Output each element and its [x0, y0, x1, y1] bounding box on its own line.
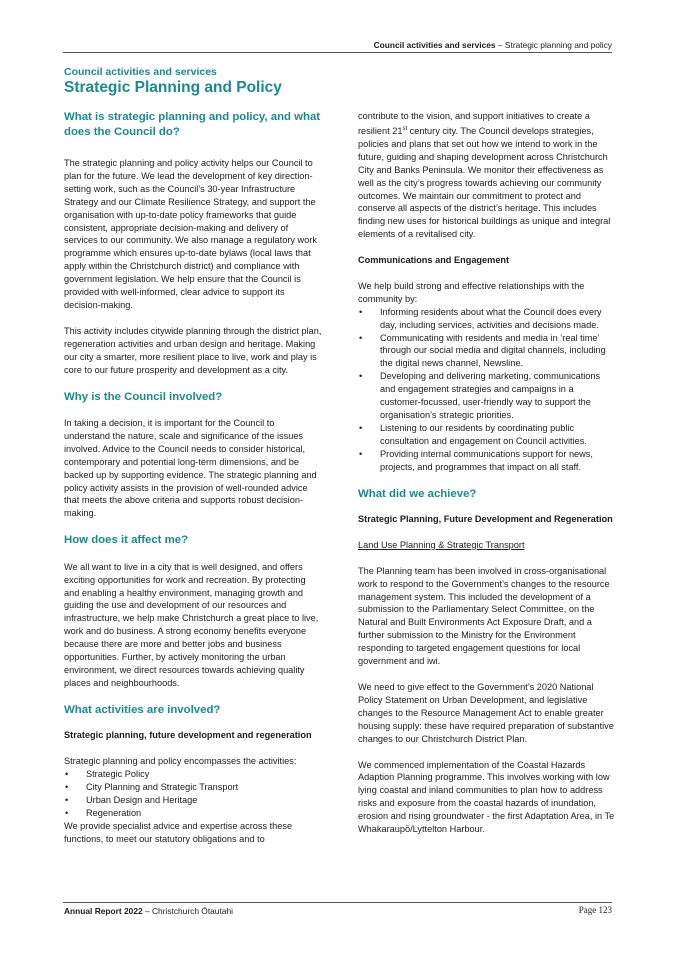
list-item-text: Informing residents about what the Council does every day, including services, activities and decisions made.: [380, 306, 602, 330]
bullet: •: [359, 422, 363, 433]
running-header: [374, 40, 612, 50]
activities-list: [64, 768, 322, 820]
bullet: •: [65, 794, 69, 805]
heading-achievements: What did we achieve?: [358, 487, 477, 500]
superscript: st: [402, 125, 408, 132]
heading-activities: What activities are involved?: [64, 703, 221, 716]
running-header-subsection: – Strategic planning and policy: [495, 40, 612, 50]
left-column: [64, 110, 322, 845]
bullet: •: [359, 371, 363, 382]
list-item: [64, 794, 322, 807]
bullet: •: [65, 781, 69, 792]
list-item-text: City Planning and Strategic Transport: [86, 781, 239, 792]
paragraph: We help build strong and effective relationships with the community by:: [358, 280, 585, 304]
paragraph: This activity includes citywide planning through the district plan, regeneration activities and urban design and heritage. Making our city a smarter, more resilient place to live, work and play is core to our future prosperity and development as a city.: [64, 325, 322, 375]
list-item: [358, 370, 616, 422]
list-item-text: Providing internal communications support for news, projects, and programmes that impact on all staff.: [380, 448, 593, 472]
subheading-strategic: Strategic planning, future development and regeneration: [64, 730, 312, 741]
list-item-text: Strategic Policy: [86, 769, 150, 780]
page-number: Page 123: [578, 905, 612, 915]
section-kicker: Council activities and services: [64, 66, 217, 78]
list-item: [358, 448, 616, 474]
communications-list: [358, 306, 616, 474]
running-header-section: Council activities and services: [373, 40, 496, 50]
paragraph: We need to give effect to the Government’s 2020 National Policy Statement on Urban Development, and legislative changes to the Resource Management Act to enable greater housing supply: these have required preparation of substantive changes to our Christchurch District Plan.: [358, 681, 614, 744]
paragraph: We provide specialist advice and expertise across these functions, to meet our statutory obligations and to: [64, 820, 293, 844]
paragraph: In taking a decision, it is important for the Council to understand the nature, scale and significance of the issues involved. Advice to the Council needs to consider historical, contemporary and potential long-term dimensions, and be backed up by supporting evidence. The strategic planning and policy activity assists in the provision of well-rounded advice that meets the above criteria and supports robust decision-making.: [64, 418, 317, 519]
subheading-land-use: Land Use Planning & Strategic Transport: [358, 539, 525, 550]
list-item-text: Regeneration: [86, 807, 142, 818]
subheading-communications: Communications and Engagement: [358, 255, 510, 266]
paragraph: We commenced implementation of the Coastal Hazards Adaption Planning programme. This involves working with low lying coastal and inland communities to plan how to address risks and exposure from the coastal hazards of inundation, erosion and rising groundwater - the first Adaptation Area, in Te Whakaraupō/Lyttelton Harbour.: [358, 759, 615, 835]
bullet: •: [359, 332, 363, 343]
list-item: [358, 422, 616, 448]
list-item-text: Listening to our residents by coordinating public consultation and engagement on Council activities.: [380, 422, 587, 446]
paragraph: Strategic planning and policy encompasses the activities:: [64, 756, 297, 767]
footer-title: [64, 906, 233, 916]
right-column: [358, 110, 616, 836]
footer-city: – Christchurch Ōtautahi: [142, 906, 233, 916]
paragraph: The strategic planning and policy activity helps our Council to plan for the future. We lead the development of key direction-setting work, such as the Council’s 30-year Infrastructure Strategy and our Climate Resilience Strategy, and support the organisation with up-to-date policy frameworks that guide consistent, appropriate decision-making and delivery of services to our community. We also manage a regulatory work programme which ensures up-to-date bylaws (local laws that apply within the Christchurch district) and compliance with government legislation. We help ensure that the Council is provided with well-informed, clear advice to support its decision-making.: [64, 158, 317, 310]
bullet: •: [65, 769, 69, 780]
paragraph: [358, 110, 616, 241]
list-item-text: Developing and delivering marketing, communications and engagement strategies and campaigns in a customer-focussed, user-friendly way to support the organisation’s strategic priorities.: [380, 371, 601, 420]
paragraph-part: contribute to the vision, and support initiatives to create a resilient 21: [358, 111, 590, 136]
list-item: [358, 306, 616, 332]
bullet: •: [65, 807, 69, 818]
list-item: [64, 781, 322, 794]
page-title: Strategic Planning and Policy: [64, 79, 282, 96]
paragraph: We all want to live in a city that is well designed, and offers exciting opportunities for work and recreation. By protecting and enabling a healthy environment, managing growth and guiding the use and development of our resources and infrastructure, we help make Christchurch a great place to live, work and do business. A strong economy benefits everyone because there are more and better jobs and business opportunities. Further, by actively monitoring the urban environment, we direct resources towards achieving quality places and neighbourhoods.: [64, 561, 319, 688]
list-item: [64, 807, 322, 820]
heading-how: How does it affect me?: [64, 534, 189, 547]
list-item-text: Communicating with residents and media in ‘real time’ through our social media and digital channels, including the digital news channel, Newsline.: [380, 332, 606, 369]
heading-what-is: What is strategic planning and policy, and what does the Council do?: [64, 111, 321, 138]
list-item-text: Urban Design and Heritage: [86, 794, 198, 805]
list-item: [64, 768, 322, 781]
header-divider: [63, 52, 612, 53]
paragraph: The Planning team has been involved in cross-organisational work to respond to the Government’s changes to the resource management system. This included the development of a submission to the Parliamentary Select Committee, on the Natural and Built Environments Act Exposure Draft, and a further submission to the Ministry for the Environment responding to targeted engagement questions for local government and iwi.: [358, 565, 610, 667]
footer-divider: [63, 902, 612, 903]
list-item: [358, 332, 616, 371]
footer-report-name: Annual Report 2022: [64, 906, 143, 916]
subheading-strategic-planning: Strategic Planning, Future Development and Regeneration: [358, 514, 613, 525]
heading-why: Why is the Council involved?: [64, 390, 223, 403]
bullet: •: [359, 306, 363, 317]
paragraph-part: century city. The Council develops strategies, policies and plans that set out how we intend to work in the future, guiding and shaping development across Christchurch City and Banks Peninsula. We monitor their effectiveness as well as the city’s progress towards achieving our community outcomes. We maintain our commitment to protect and conserve all aspects of the district’s heritage. This includes finding new uses for historical buildings as unique and integral elements of a revitalised city.: [358, 125, 611, 240]
bullet: •: [359, 448, 363, 459]
